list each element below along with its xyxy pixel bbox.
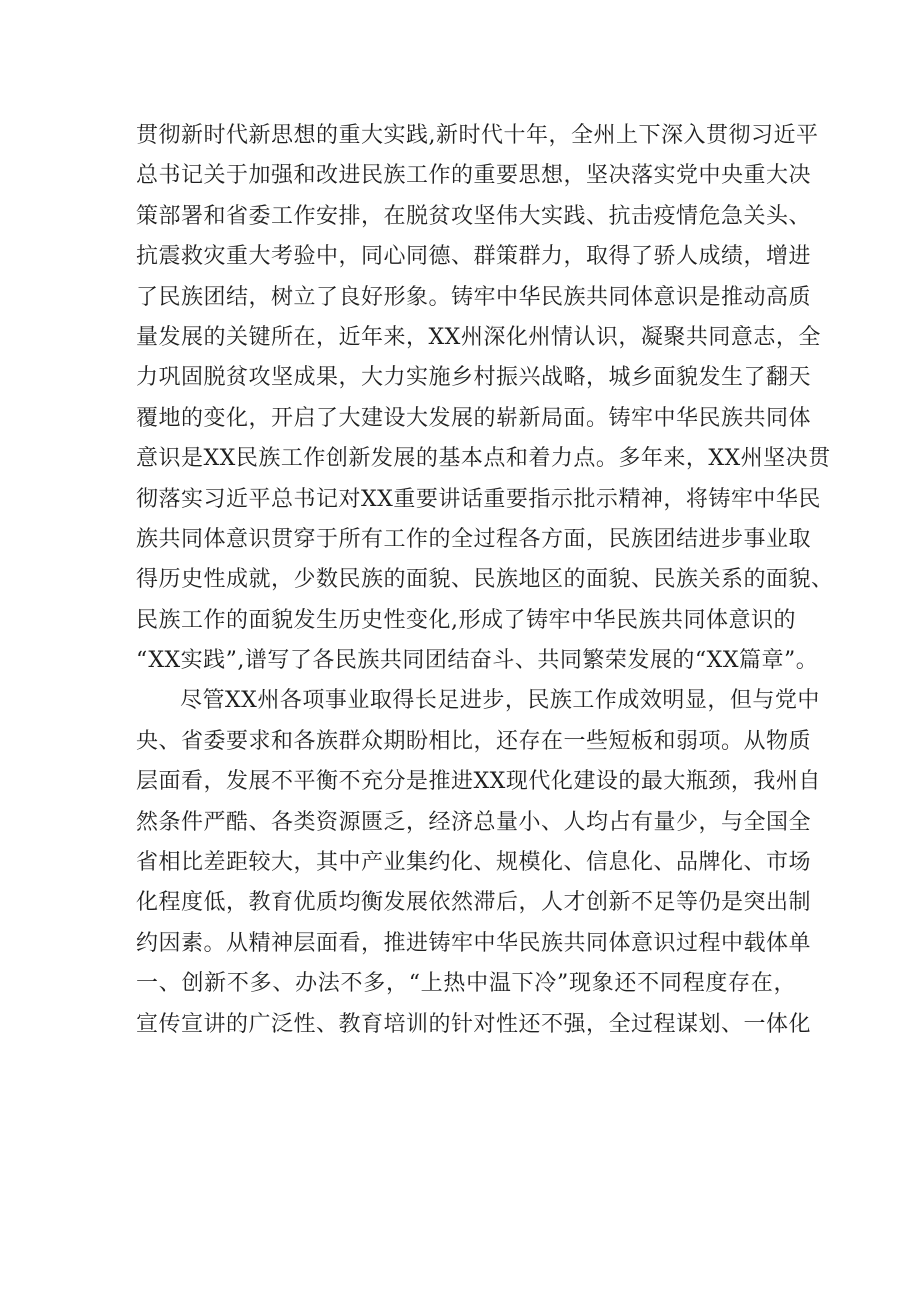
text-line: 抗震救灾重大考验中，同心同德、群策群力，取得了骄人成绩，增进 — [136, 244, 812, 270]
text-line: 层面看，发展不平衡不充分是推进XX现代化建设的最大瓶颈，我州自 — [136, 769, 821, 795]
text-line: 央、省委要求和各族群众期盼相比，还存在一些短板和弱项。从物质 — [136, 728, 812, 754]
text-line: 一、创新不多、办法不多，“上热中温下冷”现象还不同程度存在， — [136, 971, 796, 997]
text-line: 力巩固脱贫攻坚成果，大力实施乡村振兴战略，城乡面貌发生了翻天 — [136, 365, 812, 391]
text-line: 量发展的关键所在，近年来，XX州深化州情认识，凝聚共同意志，全 — [136, 324, 821, 350]
paragraph-1 — [136, 116, 834, 681]
text-line: 族共同体意识贯穿于所有工作的全过程各方面，民族团结进步事业取 — [136, 526, 812, 552]
text-line-last: “XX实践”,谱写了各民族共同团结奋斗、共同繁荣发展的“XX篇章”。 — [136, 648, 819, 674]
text-line: 彻落实习近平总书记对XX重要讲话重要指示批示精神，将铸牢中华民 — [136, 486, 821, 512]
text-line: 约因素。从精神层面看，推进铸牢中华民族共同体意识过程中载体单 — [136, 930, 812, 956]
text-line: 然条件严酷、各类资源匮乏，经济总量小、人均占有量少，与全国全 — [136, 809, 812, 835]
text-line: 覆地的变化，开启了大建设大发展的崭新局面。铸牢中华民族共同体 — [136, 405, 812, 431]
document-body — [136, 116, 834, 1045]
text-line: 意识是XX民族工作创新发展的基本点和着力点。多年来，XX州坚决贯 — [136, 446, 831, 472]
text-line: 民族工作的面貌发生历史性变化,形成了铸牢中华民族共同体意识的 — [136, 607, 796, 633]
paragraph-2 — [136, 681, 821, 1045]
text-line: 化程度低，教育优质均衡发展依然滞后，人才创新不足等仍是突出制 — [136, 890, 812, 916]
text-line: 总书记关于加强和改进民族工作的重要思想，坚决落实党中央重大决 — [136, 163, 812, 189]
text-line: 省相比差距较大，其中产业集约化、规模化、信息化、品牌化、市场 — [136, 850, 812, 876]
text-line: 得历史性成就，少数民族的面貌、民族地区的面貌、民族关系的面貌、 — [136, 567, 834, 593]
text-line: 策部署和省委工作安排，在脱贫攻坚伟大实践、抗击疫情危急关头、 — [136, 203, 812, 229]
text-line-indented: 尽管XX州各项事业取得长足进步，民族工作成效明显，但与党中 — [180, 688, 820, 714]
text-line: 了民族团结，树立了良好形象。铸牢中华民族共同体意识是推动高质 — [136, 284, 812, 310]
text-line: 贯彻新时代新思想的重大实践,新时代十年，全州上下深入贯彻习近平 — [136, 123, 819, 148]
text-line: 宣传宣讲的广泛性、教育培训的针对性还不强，全过程谋划、一体化 — [136, 1011, 812, 1037]
